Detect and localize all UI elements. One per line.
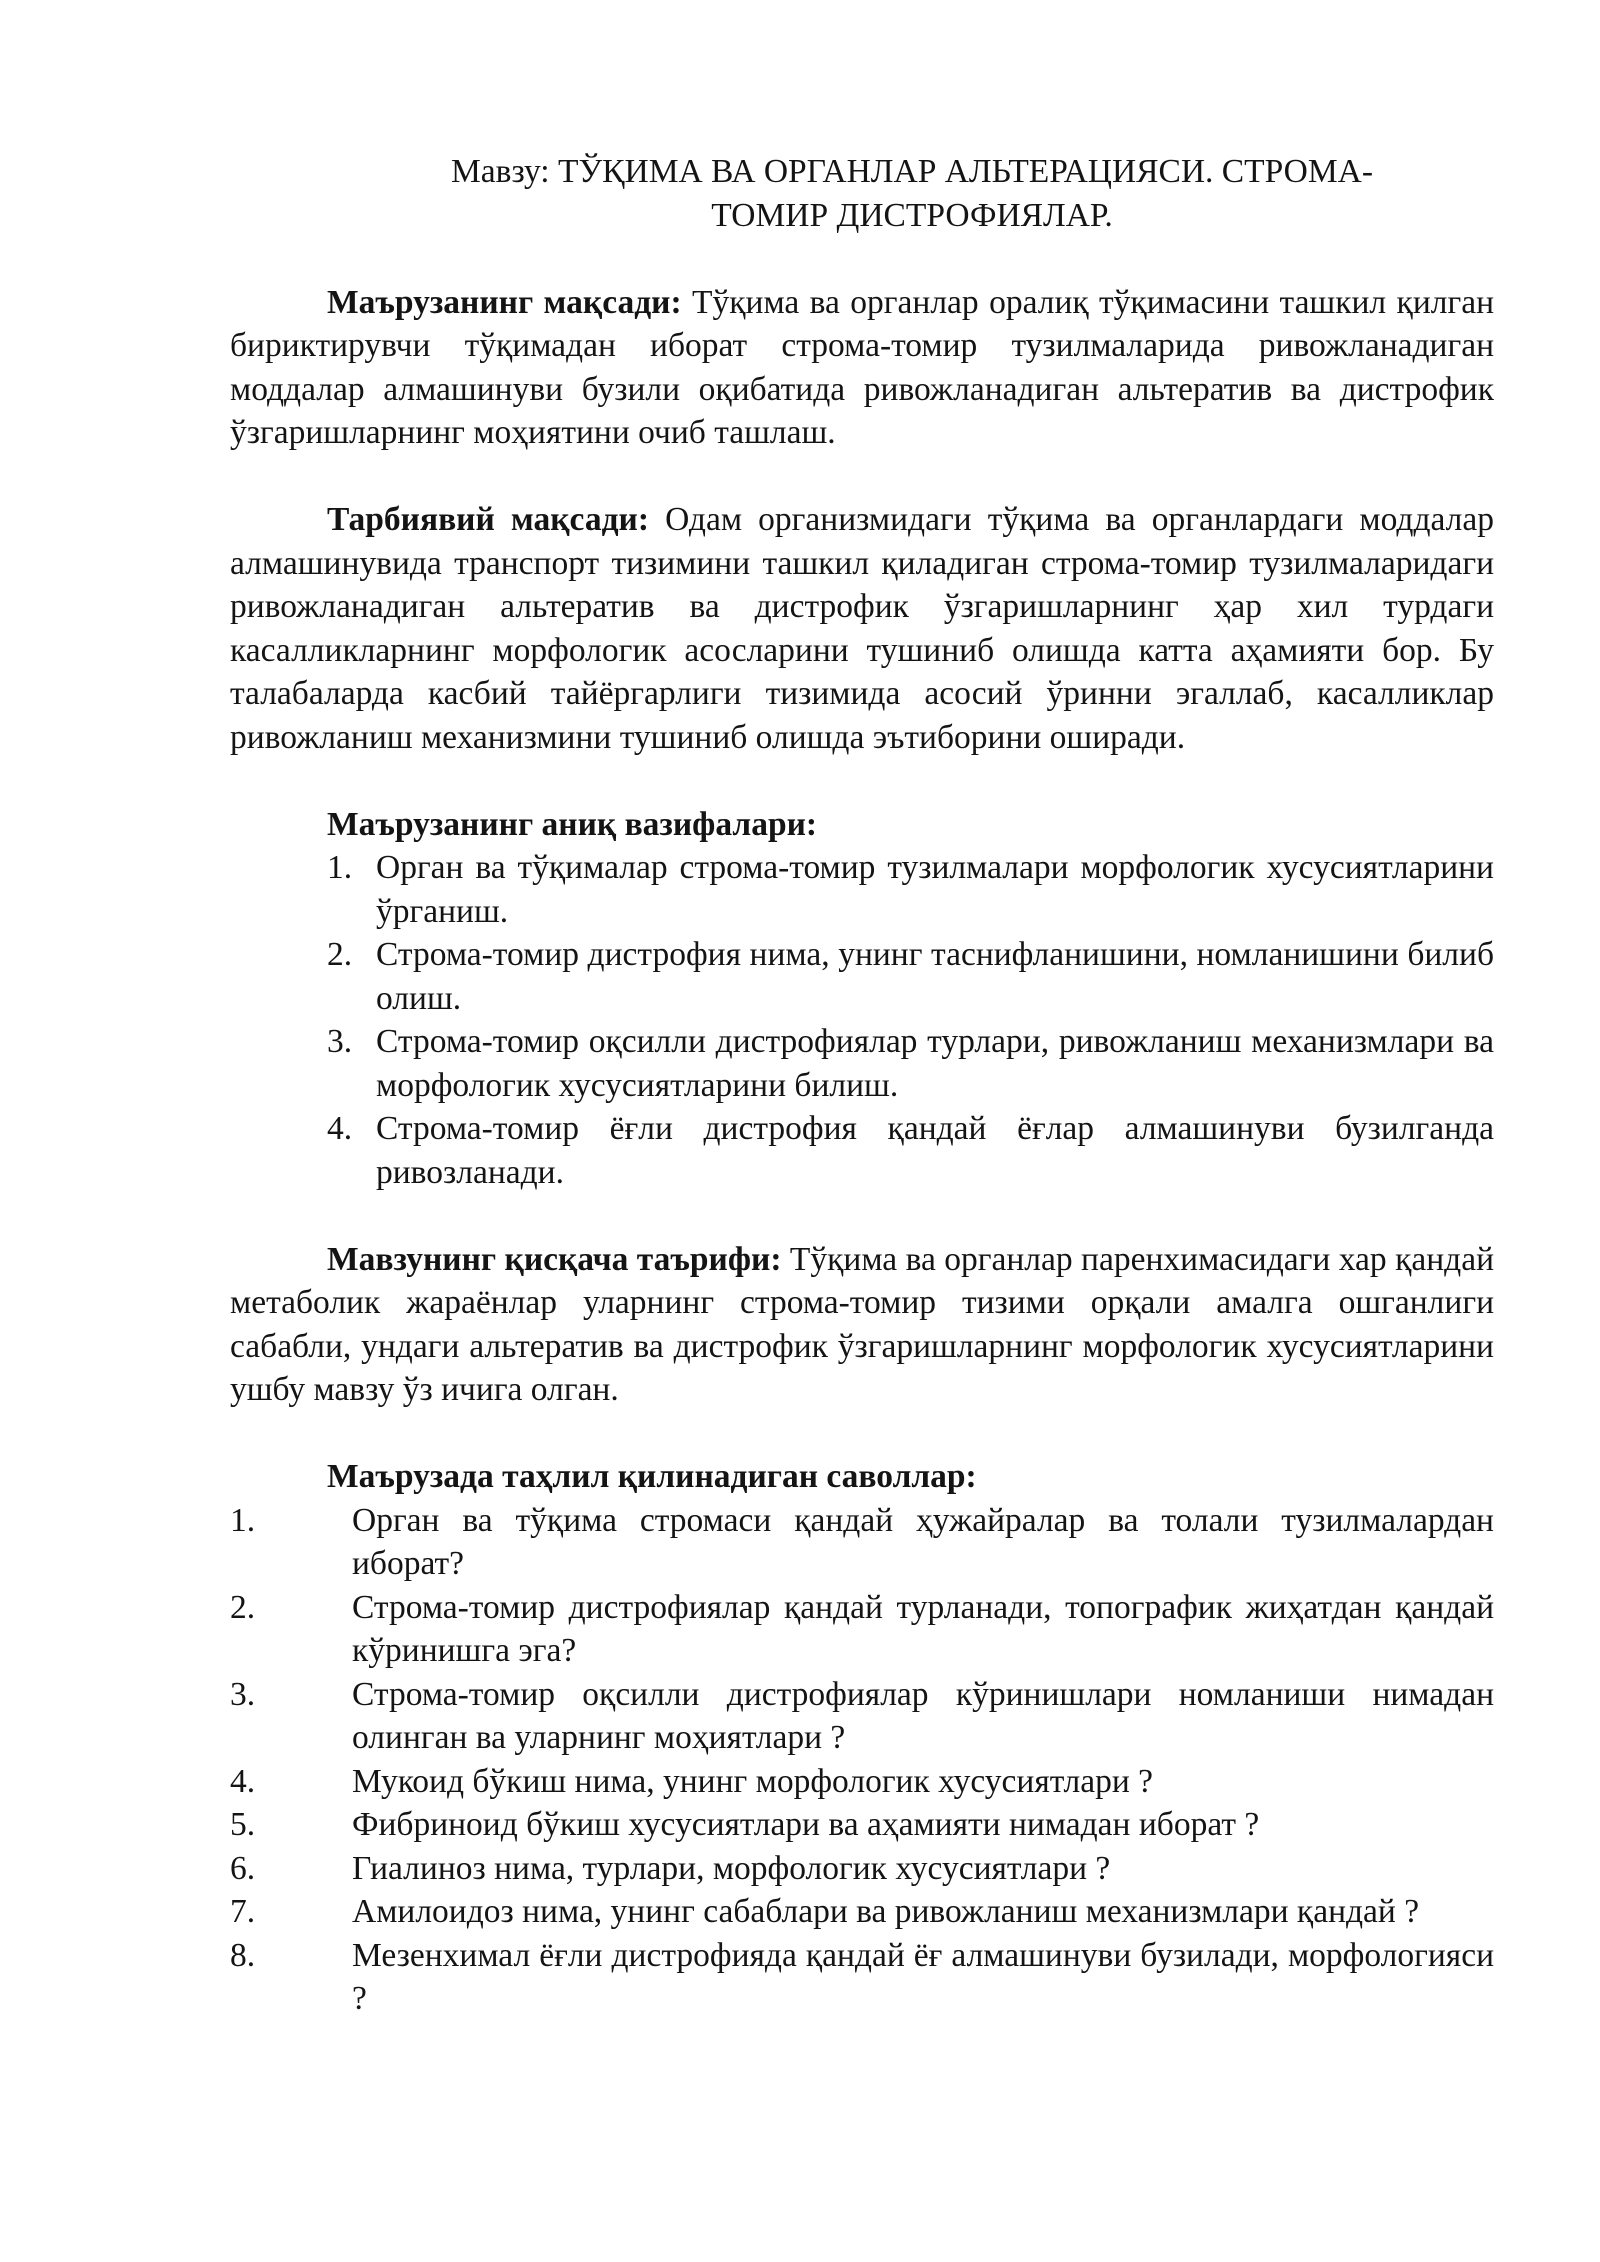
list-item-number: 5. — [230, 1806, 256, 1843]
list-item-text: Орган ва тўқималар строма-томир тузилмалари морфологик хусусиятларини ўрганиш. — [376, 849, 1494, 930]
summary-label: Мавзунинг қисқача таърифи: — [327, 1240, 782, 1278]
list-item-text: Строма-томир оқсилли дистрофиялар турлари, ривожланиш механизмлари ва морфологик хусусиятларини билиш. — [376, 1023, 1494, 1104]
summary-section — [230, 1238, 1494, 1412]
list-item — [230, 846, 1494, 933]
list-item-number: 2. — [327, 936, 353, 973]
list-item-text: Строма-томир дистрофиялар қандай турланади, топографик жиҳатдан қандай кўринишга эга? — [352, 1588, 1494, 1669]
list-item-text: Гиалиноз нима, турлари, морфологик хусусиятлари ? — [352, 1849, 1111, 1887]
educational-text: Одам организмидаги тўқима ва органлардаги моддалар алмашинувида транспорт тизимини ташкил қиладиган строма-томир тузилмаларидаги ривожланадиган альтератив ва дистрофик ўзгаришларнинг ҳар хил турдаги касалликларнинг морфологик асосларини тушиниб олишда катта аҳамияти бор. Бу талабаларда касбий тайёргарлиги тизимида асосий ўринни эгаллаб, касалликлар ривожланиш механизмини тушиниб олишда эътиборини оширади. — [230, 501, 1494, 756]
educational-paragraph — [230, 498, 1494, 759]
list-item-number: 8. — [230, 1936, 256, 1974]
list-item-text: Фибриноид бўкиш хусусиятлари ва аҳамияти нимадан иборат ? — [352, 1806, 1260, 1843]
title-line-2: ТОМИР ДИСТРОФИЯЛАР. — [711, 196, 1113, 234]
document-page — [230, 150, 1494, 2021]
list-item — [230, 1760, 1494, 1804]
list-item-number: 6. — [230, 1849, 256, 1887]
questions-list — [230, 1499, 1494, 2021]
summary-text: Тўқима ва органлар паренхимасидаги хар қандай метаболик жараёнлар уларнинг строма-томир тизими орқали амалга ошганлиги сабабли, ундаги альтератив ва дистрофик ўзгаришларнинг морфологик хусусиятларини ушбу мавзу ўз ичига олган. — [230, 1240, 1494, 1408]
list-item — [230, 1586, 1494, 1673]
list-item — [230, 1934, 1494, 2021]
goal-paragraph — [230, 281, 1494, 455]
list-item-number: 4. — [230, 1762, 256, 1800]
list-item-number: 2. — [230, 1588, 256, 1626]
list-item-text: Строма-томир дистрофия нима, унинг таснифланишини, номланишини билиб олиш. — [376, 936, 1494, 1017]
list-item — [230, 1020, 1494, 1107]
list-item-number: 3. — [230, 1675, 256, 1713]
list-item-number: 1. — [327, 849, 353, 886]
list-item — [230, 1847, 1494, 1891]
list-item-text: Строма-томир оқсилли дистрофиялар кўринишлари номланиши нимадан олинган ва уларнинг моҳиятлари ? — [352, 1675, 1494, 1756]
educational-label: Тарбиявий мақсади: — [327, 501, 649, 538]
list-item — [230, 1107, 1494, 1194]
list-item-text: Амилоидоз нима, унинг сабаблари ва ривожланиш механизмлари қандай ? — [352, 1893, 1420, 1930]
list-item-number: 3. — [327, 1023, 353, 1060]
list-item-number: 7. — [230, 1893, 256, 1930]
list-item — [230, 1499, 1494, 1586]
goal-text: Тўқима ва органлар оралиқ тўқимасини ташкил қилган бириктирувчи тўқимадан иборат строма-томир тузилмаларида ривожланадиган моддалар алмашинуви бузили оқибатида ривожланадиган альтератив ва дистрофик ўзгаришларнинг моҳиятини очиб ташлаш. — [230, 283, 1494, 451]
tasks-heading: Маърузанинг аниқ вазифалари: — [327, 805, 818, 843]
educational-section — [230, 498, 1494, 759]
document-title — [230, 150, 1494, 237]
list-item — [230, 1890, 1494, 1934]
list-item — [230, 1673, 1494, 1760]
list-item — [230, 1803, 1494, 1847]
list-item-number: 1. — [230, 1501, 256, 1539]
list-item-text: Строма-томир ёғли дистрофия қандай ёғлар алмашинуви бузилганда ривозланади. — [376, 1110, 1494, 1191]
list-item-text: Мезенхимал ёғли дистрофияда қандай ёғ алмашинуви бузилади, морфологияси ? — [352, 1936, 1494, 2017]
goal-label: Маърузанинг мақсади: — [327, 283, 682, 321]
questions-heading: Маърузада таҳлил қилинадиган саволлар: — [327, 1458, 977, 1495]
tasks-list — [230, 846, 1494, 1194]
list-item-text: Орган ва тўқима стромаси қандай ҳужайралар ва толали тузилмалардан иборат? — [352, 1501, 1494, 1582]
title-line-1: Мавзу: ТЎҚИМА ВА ОРГАНЛАР АЛЬТЕРАЦИЯСИ. СТРОМА- — [450, 153, 1373, 190]
summary-paragraph — [230, 1238, 1494, 1412]
tasks-section — [230, 803, 1494, 1195]
questions-section — [230, 1455, 1494, 2021]
list-item — [230, 933, 1494, 1020]
list-item-number: 4. — [327, 1110, 353, 1147]
goal-section — [230, 281, 1494, 455]
list-item-text: Мукоид бўкиш нима, унинг морфологик хусусиятлари ? — [352, 1762, 1154, 1800]
